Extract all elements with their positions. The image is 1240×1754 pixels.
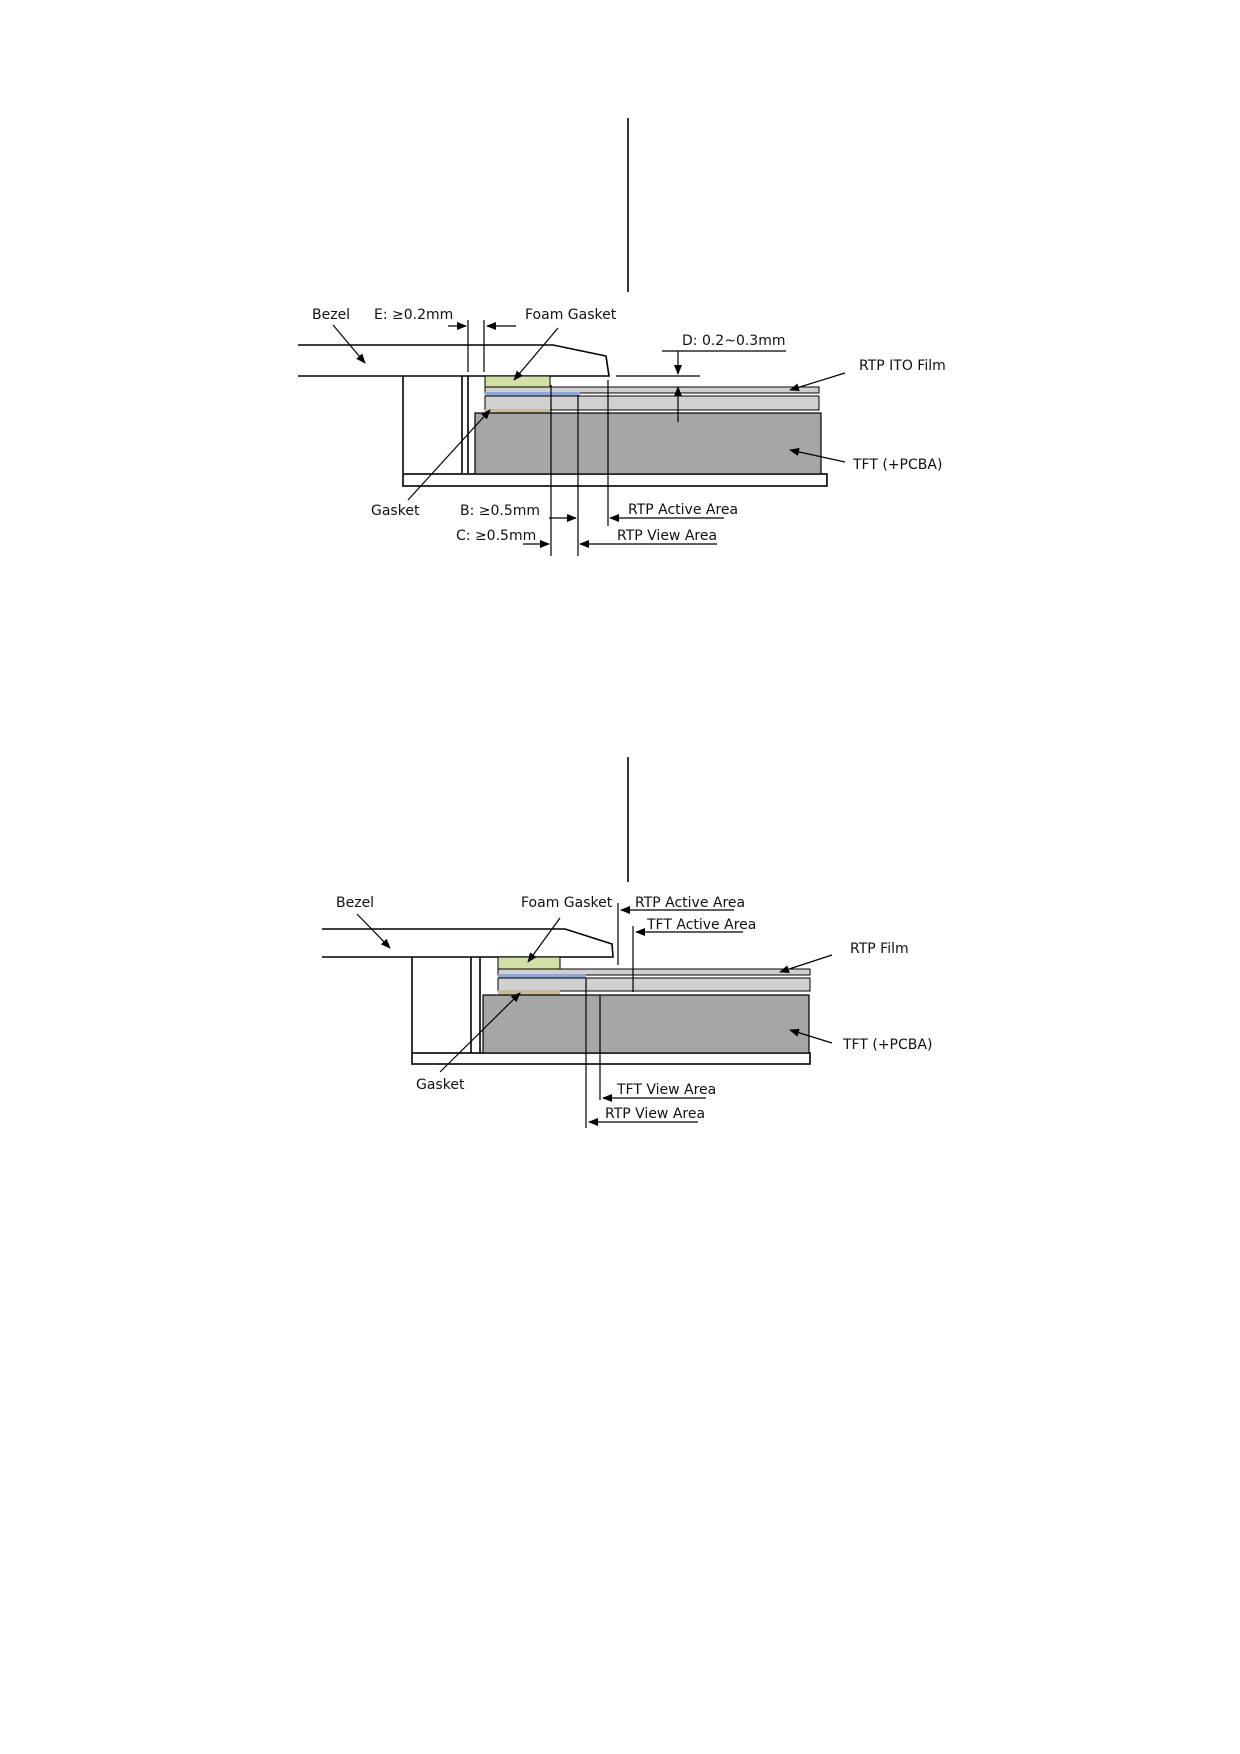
d2-label-rtp-active-area: RTP Active Area (635, 895, 746, 911)
d2-label-gasket: Gasket (416, 1077, 465, 1093)
d2-bezel (322, 929, 613, 957)
d2-label-foam-gasket: Foam Gasket (521, 895, 613, 911)
d1-label-rtp-active-area: RTP Active Area (628, 502, 739, 518)
d2-bezel-arrow (357, 914, 390, 948)
d2-foam-gasket-arrow (528, 918, 560, 962)
diagram-1 (298, 118, 946, 556)
d1-foam-gasket-arrow (514, 328, 558, 380)
d1-ito-stripe (485, 392, 580, 396)
d1-label-bezel: Bezel (312, 307, 351, 323)
d2-label-tft-view-area: TFT View Area (617, 1082, 717, 1098)
d2-frame (412, 957, 480, 1053)
d2-rtp-glass (498, 978, 810, 991)
d2-gasket (498, 990, 560, 995)
d2-ito-stripe (498, 974, 586, 978)
d1-foam-gasket (485, 376, 550, 388)
d1-label-c-dim: C: ≥0.5mm (456, 528, 537, 544)
d2-label-rtp-film: RTP Film (850, 941, 909, 957)
d1-bezel-arrow (333, 325, 365, 363)
d1-label-rtp-ito-film: RTP ITO Film (859, 358, 946, 374)
diagram-2 (322, 757, 932, 1128)
d2-label-tft: TFT (+PCBA) (843, 1037, 933, 1053)
d1-tft (475, 413, 821, 474)
d2-label-tft-active-area: TFT Active Area (647, 917, 757, 933)
d2-foam-gasket (498, 957, 560, 969)
d1-label-e-dim: E: ≥0.2mm (374, 307, 454, 323)
d2-bottom-plate (412, 1053, 810, 1064)
d1-bottom-plate (403, 474, 827, 486)
d1-label-tft: TFT (+PCBA) (853, 457, 943, 473)
d1-label-rtp-view-area: RTP View Area (617, 528, 718, 544)
d1-bezel (298, 345, 609, 376)
d2-tft (483, 995, 809, 1053)
d1-frame (403, 376, 468, 473)
d1-rtp-glass (485, 396, 819, 410)
d1-label-foam-gasket: Foam Gasket (525, 307, 617, 323)
d2-label-bezel: Bezel (336, 895, 375, 911)
d2-label-rtp-view-area: RTP View Area (605, 1106, 706, 1122)
d1-label-gasket: Gasket (371, 503, 420, 519)
d1-label-b-dim: B: ≥0.5mm (460, 503, 541, 519)
d1-label-d-dim: D: 0.2~0.3mm (682, 333, 786, 349)
